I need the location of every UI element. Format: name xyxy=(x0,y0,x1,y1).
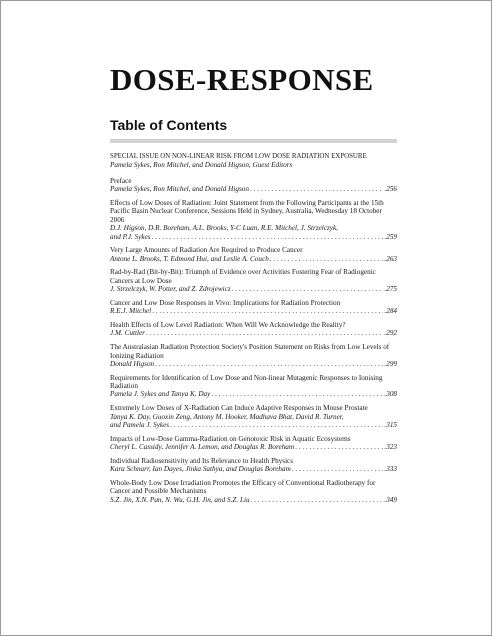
toc-entry-authors: R.E.J. Mitchel xyxy=(110,307,152,316)
toc-entry-author-line xyxy=(110,421,397,429)
dot-leader xyxy=(155,360,383,368)
toc-entry-authors: and Pamela J. Sykes xyxy=(110,420,170,429)
toc-entry-page: .292 xyxy=(384,329,397,338)
special-issue-header xyxy=(110,153,397,170)
toc-entry-page: .263 xyxy=(384,254,397,263)
toc-entry-authors: Tanya K. Day, Guoxin Zeng, Antony M. Hooker, Madhava Bhat, David R. Turner, xyxy=(110,412,344,421)
toc-entry-page: .333 xyxy=(384,465,397,474)
toc-entry[interactable] xyxy=(110,343,397,368)
toc-entry[interactable] xyxy=(110,199,397,241)
dot-leader xyxy=(295,443,383,451)
toc-entry-page: .308 xyxy=(384,390,397,399)
toc-entry-authors: Pamela Sykes, Ron Mitchel, and Donald Higson xyxy=(110,185,249,194)
toc-entry-title: Impacts of Low-Dose Gamma-Radiation on Genotoxic Risk in Aquatic Ecosystems xyxy=(110,434,351,443)
toc-entry[interactable] xyxy=(110,479,397,504)
toc-entry-title: Whole-Body Low Dose Irradiation Promotes the Efficacy of Conventional Radiotherapy for Cancer and Possible Mechanisms xyxy=(110,478,376,496)
toc-entry-title: Extremely Low Doses of X-Radiation Can Induce Adaptive Responses in Mouse Prostate xyxy=(110,404,368,413)
toc-entry-page: .299 xyxy=(384,359,397,368)
heading-rule xyxy=(110,139,397,143)
dot-leader xyxy=(251,496,384,504)
dot-leader xyxy=(292,465,384,473)
special-issue-title: SPECIAL ISSUE ON NON-LINEAR RISK FROM LOW DOSE RADIATION EXPOSURE xyxy=(110,153,367,160)
toc-entry-title: The Australasian Radiation Protection Society's Position Statement on Risks from Low Levels of Ionizing Radiation xyxy=(110,343,390,360)
toc-entry-authors: Donald Higson xyxy=(110,359,155,368)
dot-leader xyxy=(152,233,384,241)
toc-entry-authors: Cheryl L. Cassidy, Jennifer A. Lemon, and Douglas R. Boreham xyxy=(110,443,295,452)
toc-entry-author-line xyxy=(110,465,397,473)
toc-entry-title: Rad-by-Rad (Bit-by-Bit): Triumph of Evidence over Activities Fostering Fear of Radiogenic Cancers at Low Dose xyxy=(110,268,376,285)
journal-title: DOSE-RESPONSE xyxy=(110,62,374,97)
toc-entry-authors: D.J. Higson, D.R. Boreham, A.L. Brooks, Y-C Luan, R.E. Mitchel, J. Strzelczyk, xyxy=(110,224,338,233)
toc-entry-page: .323 xyxy=(384,443,397,452)
dot-leader xyxy=(250,185,383,193)
toc-entry-title: Preface xyxy=(110,176,132,185)
toc-entry-author-line xyxy=(110,390,397,398)
entry-list xyxy=(110,177,397,504)
dot-leader xyxy=(211,390,383,398)
toc-entry-author-line xyxy=(110,285,397,293)
toc-entry-page: .259 xyxy=(384,232,397,241)
toc-entry-author-line xyxy=(110,329,397,337)
toc-entry[interactable] xyxy=(110,321,397,338)
toc-entry-authors: J. Strzelczyk, W. Potter, and Z. Zdrojewicz xyxy=(110,285,231,294)
toc-entry-authors: Antone L. Brooks, T. Edmond Hui, and Leslie A. Couch xyxy=(110,254,269,263)
toc-entry-author-line xyxy=(110,233,397,241)
dot-leader xyxy=(152,307,383,315)
toc-entry-authors: J.M. Cuttler xyxy=(110,329,145,338)
toc-entry-author-line xyxy=(110,185,397,193)
toc-entry-author-line xyxy=(110,443,397,451)
toc-entry-author-line xyxy=(110,255,397,263)
toc-entry-author-line xyxy=(110,496,397,504)
toc-entry[interactable] xyxy=(110,404,397,429)
toc-entry-page: .315 xyxy=(384,420,397,429)
toc-list xyxy=(110,153,397,509)
dot-leader xyxy=(146,329,383,337)
special-issue-editors: Pamela Sykes, Ron Mitchel, and Donald Higson, Guest Editors xyxy=(110,161,293,170)
toc-entry-title: Effects of Low Doses of Radiation: Joint Statement from the Following Participants at the 15th Pacific Basin Nuclear Conference, Sessions Held in Sydney, Australia, Wednesday 18 October 2006 xyxy=(110,198,384,224)
toc-heading: Table of Contents xyxy=(110,117,228,133)
toc-entry[interactable] xyxy=(110,435,397,452)
toc-entry-page: .284 xyxy=(384,307,397,316)
dot-leader xyxy=(232,285,384,293)
dot-leader xyxy=(170,421,383,429)
toc-entry[interactable] xyxy=(110,374,397,399)
toc-entry-page: .349 xyxy=(384,495,397,504)
toc-entry-authors: Kara Schnarr, Ian Dayes, Jinka Sathya, and Douglas Boreham xyxy=(110,465,291,474)
toc-entry[interactable] xyxy=(110,246,397,263)
dot-leader xyxy=(270,255,384,263)
toc-entry-authors: S.Z. Jin, X.N. Pan, N. Wu, G.H. Jin, and S.Z. Liu xyxy=(110,495,250,504)
toc-entry[interactable] xyxy=(110,299,397,316)
toc-entry-title: Requirements for Identification of Low Dose and Non-linear Mutagenic Responses to Ionising Radiation xyxy=(110,373,383,391)
toc-entry-title: Individual Radiosensitivity and Its Relevance to Health Physics xyxy=(110,456,294,465)
toc-entry-title: Health Effects of Low Level Radiation: When Will We Acknowledge the Reality? xyxy=(110,320,346,329)
toc-entry-title: Cancer and Low Dose Responses in Vivo: Implications for Radiation Protection xyxy=(110,298,341,307)
toc-entry-page: .275 xyxy=(384,285,397,294)
toc-entry[interactable] xyxy=(110,457,397,474)
toc-entry-author-line xyxy=(110,360,397,368)
toc-entry-title: Very Large Amounts of Radiation Are Required to Produce Cancer xyxy=(110,246,303,255)
toc-entry-authors: Pamela J. Sykes and Tanya K. Day xyxy=(110,390,211,399)
toc-entry-author-line xyxy=(110,307,397,315)
toc-entry-authors: and P.J. Sykes xyxy=(110,232,151,241)
toc-entry[interactable] xyxy=(110,177,397,194)
toc-entry-page: .256 xyxy=(384,185,397,194)
toc-entry[interactable] xyxy=(110,268,397,293)
